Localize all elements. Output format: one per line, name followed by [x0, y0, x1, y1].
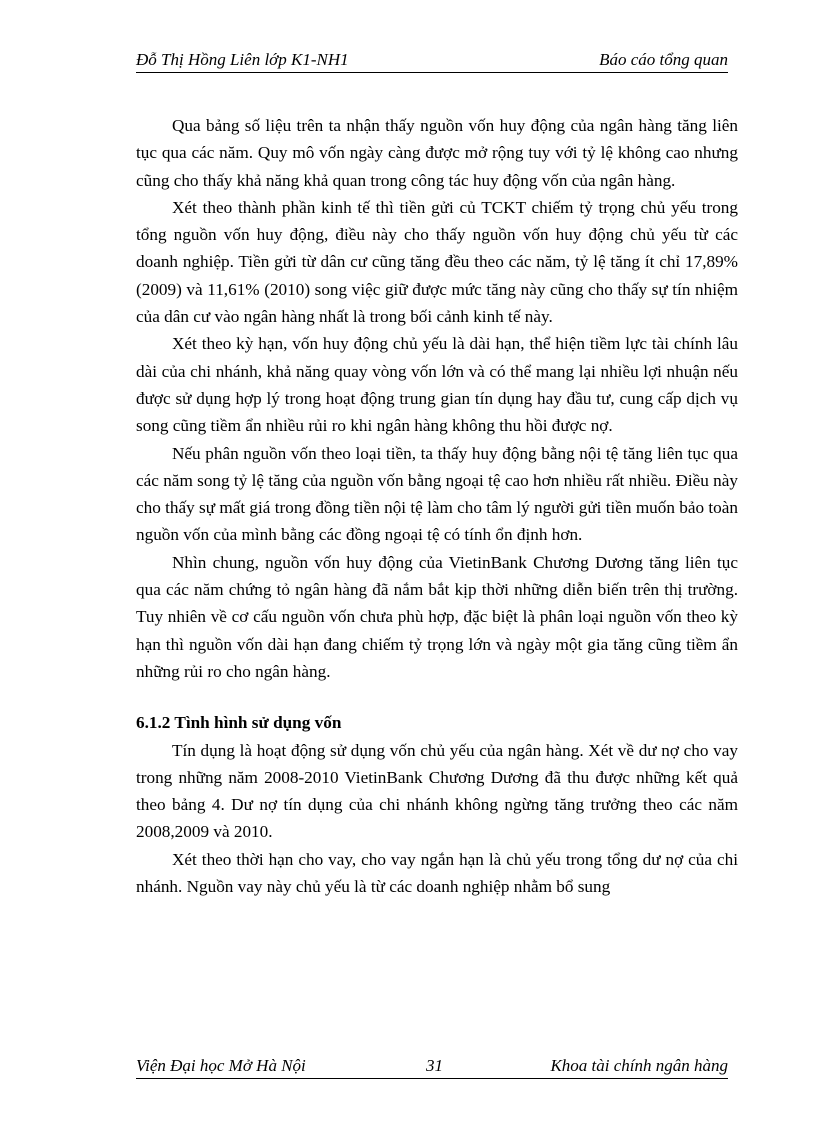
footer-institution: Viện Đại học Mở Hà Nội: [136, 1056, 306, 1075]
page-header: [136, 48, 728, 73]
page-footer: [136, 1054, 728, 1079]
paragraph: Xét theo thời hạn cho vay, cho vay ngắn hạn là chủ yếu trong tổng dư nợ của chi nhánh. Nguồn vay này chủ yếu là từ các doanh nghiệp nhằm bổ sung: [136, 849, 738, 897]
footer-faculty: Khoa tài chính ngân hàng: [550, 1056, 728, 1075]
paragraph: Nếu phân nguồn vốn theo loại tiền, ta thấy huy động bằng nội tệ tăng liên tục qua các năm song tỷ lệ tăng của nguồn vốn bằng ngoại tệ cao hơn nhiều rất nhiều. Điều này cho thấy sự mất giá trong đồng tiền nội tệ làm cho tâm lý người gửi tiền muốn bảo toàn nguồn vốn của mình bằng các đồng ngoại tệ có tính ổn định hơn.: [136, 443, 738, 545]
section-heading: 6.1.2 Tình hình sử dụng vốn: [136, 713, 342, 733]
paragraph: Xét theo kỳ hạn, vốn huy động chủ yếu là dài hạn, thể hiện tiềm lực tài chính lâu dài của chi nhánh, khả năng quay vòng vốn lớn và có thể mang lại nhiều lợi nhuận nếu được sử dụng hợp lý trong hoạt động trung gian tín dụng hay đầu tư, cung cấp dịch vụ song cũng tiềm ẩn nhiều rủi ro khi ngân hàng không thu hồi được nợ.: [136, 334, 738, 436]
paragraph: Tín dụng là hoạt động sử dụng vốn chủ yếu của ngân hàng. Xét về dư nợ cho vay trong những năm 2008-2010 VietinBank Chương Dương đã thu được những kết quả theo bảng 4. Dư nợ tín dụng của chi nhánh không ngừng tăng trưởng theo các năm 2008,2009 và 2010.: [136, 740, 738, 842]
paragraph: Xét theo thành phần kinh tế thì tiền gửi củ TCKT chiếm tỷ trọng chủ yếu trong tổng nguồn vốn huy động, điều này cho thấy nguồn vốn huy động chủ yếu từ các doanh nghiệp. Tiền gửi từ dân cư cũng tăng đều theo các năm, tỷ lệ tăng ít chỉ 17,89%(2009) và 11,61% (2010) song việc giữ được mức tăng này cũng cho thấy sự tín nhiệm của dân cư vào ngân hàng nhất là trong bối cảnh kinh tế này.: [136, 197, 738, 327]
page-number: 31: [426, 1056, 443, 1075]
paragraph: Qua bảng số liệu trên ta nhận thấy nguồn vốn huy động của ngân hàng tăng liên tục qua các năm. Quy mô vốn ngày càng được mở rộng tuy với tỷ lệ không cao nhưng cũng cho thấy khả năng khả quan trong công tác huy động vốn của ngân hàng.: [136, 116, 738, 190]
header-doc-title: Báo cáo tổng quan: [599, 50, 728, 69]
document-body: [136, 112, 738, 900]
header-author: Đỗ Thị Hồng Liên lớp K1-NH1: [136, 50, 349, 69]
paragraph: Nhìn chung, nguồn vốn huy động của VietinBank Chương Dương tăng liên tục qua các năm chứng tỏ ngân hàng đã nắm bắt kịp thời những diễn biến trên thị trường. Tuy nhiên về cơ cấu nguồn vốn chưa phù hợp, đặc biệt là phân loại nguồn vốn theo kỳ hạn thì nguồn vốn dài hạn đang chiếm tỷ trọng lớn và ngày một gia tăng cũng tiềm ẩn những rủi ro cho ngân hàng.: [136, 552, 738, 681]
